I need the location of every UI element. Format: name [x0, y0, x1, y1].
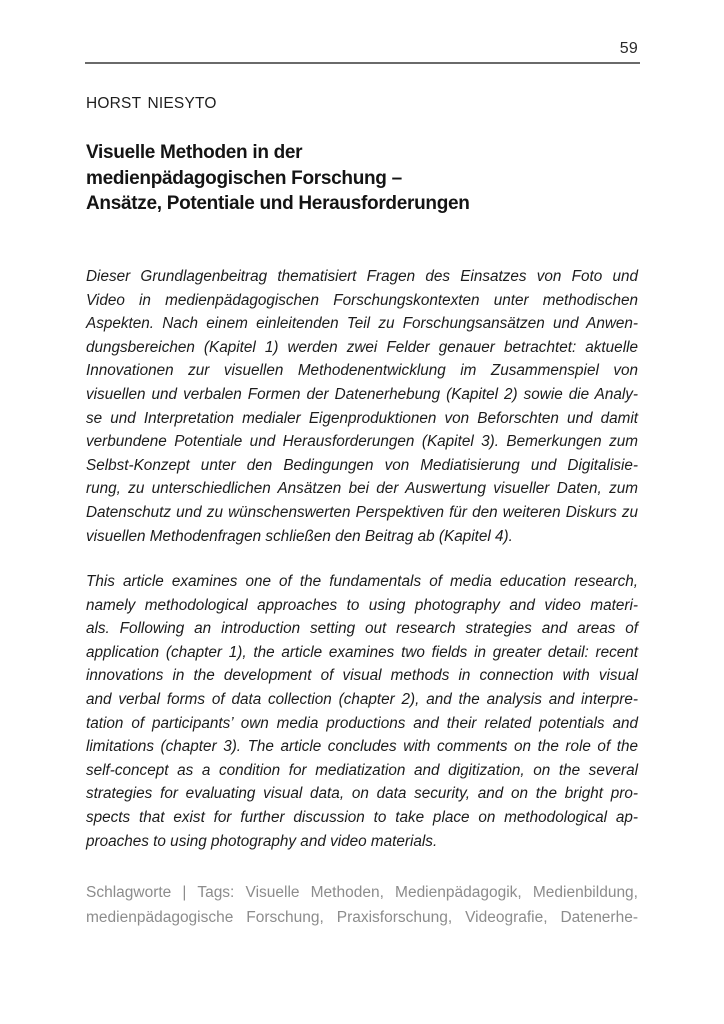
abstract-german: [86, 265, 638, 548]
abstract-english: [86, 570, 638, 853]
abstract-line: innovations in the development of visual methods in connection with visual: [86, 667, 638, 685]
abstract-line: rung, zu unterschiedlichen Ansätzen bei der Auswertung visueller Daten, zum: [86, 480, 638, 498]
abstract-line: als. Following an introduction setting out research strategies and areas of: [86, 620, 638, 638]
title-line: Ansätze, Potentiale und Herausforderungen: [86, 193, 470, 214]
abstract-line: namely methodological approaches to using photography and video materi-: [86, 596, 638, 614]
abstract-line: Selbst-Konzept unter den Bedingungen von Mediatisierung und Digitalisie-: [86, 456, 638, 474]
abstract-line: dungsbereichen (Kapitel 1) werden zwei Felder genauer betrachtet: aktuelle: [86, 338, 638, 356]
abstract-line: tation of participants’ own media productions and their related potentials and: [86, 714, 638, 732]
tags-line: medienpädagogische Forschung, Praxisforschung, Videografie, Datenerhe-: [86, 909, 638, 926]
abstract-line: and verbal forms of data collection (chapter 2), and the analysis and interpre-: [86, 690, 638, 708]
keywords-tags: [86, 880, 638, 930]
abstract-line: limitations (chapter 3). The article concludes with comments on the role of the: [86, 738, 638, 756]
abstract-line: Innovationen zur visuellen Methodenentwicklung im Zusammenspiel von: [86, 362, 638, 380]
header-rule: [85, 62, 640, 64]
abstract-line: This article examines one of the fundamentals of media education research,: [86, 573, 638, 590]
abstract-line: spects that exist for further discussion to take place on methodological ap-: [86, 808, 638, 826]
abstract-line: application (chapter 1), the article examines two fields in greater detail: recent: [86, 643, 638, 661]
abstract-line: Datenschutz und zu wünschenswerten Perspektiven für den weiteren Diskurs zu: [86, 503, 638, 521]
abstract-line: visuellen Methodenfragen schließen den Beitrag ab (Kapitel 4).: [86, 527, 513, 545]
author-name: HORST NIESYTO: [86, 95, 217, 112]
abstract-line: proaches to using photography and video materials.: [86, 832, 438, 850]
abstract-line: visuellen und verbalen Formen der Datenerhebung (Kapitel 2) sowie die Analy-: [86, 385, 638, 403]
abstract-line: strategies for evaluating visual data, on data security, and on the bright pro-: [86, 785, 638, 803]
page-number: 59: [619, 40, 638, 57]
title-line: medienpädagogischen Forschung –: [86, 167, 402, 189]
abstract-line: Video in medienpädagogischen Forschungskontexten unter methodischen: [86, 291, 638, 309]
abstract-line: self-concept as a condition for mediatization and digitization, on the several: [86, 761, 638, 779]
abstract-line: verbundene Potentiale und Herausforderungen (Kapitel 3). Bemerkungen zum: [86, 433, 638, 451]
article-title: [86, 140, 646, 217]
abstract-line: Aspekten. Nach einem einleitenden Teil zu Forschungsansätzen und Anwen-: [86, 315, 638, 333]
abstract-line: se und Interpretation medialer Eigenproduktionen von Beforschten und damit: [86, 409, 638, 427]
abstract-line: Dieser Grundlagenbeitrag thematisiert Fragen des Einsatzes von Foto und: [86, 268, 638, 285]
tags-line: Schlagworte | Tags: Visuelle Methoden, Medienpädagogik, Medienbildung,: [86, 884, 638, 901]
title-line: Visuelle Methoden in der: [86, 142, 303, 163]
